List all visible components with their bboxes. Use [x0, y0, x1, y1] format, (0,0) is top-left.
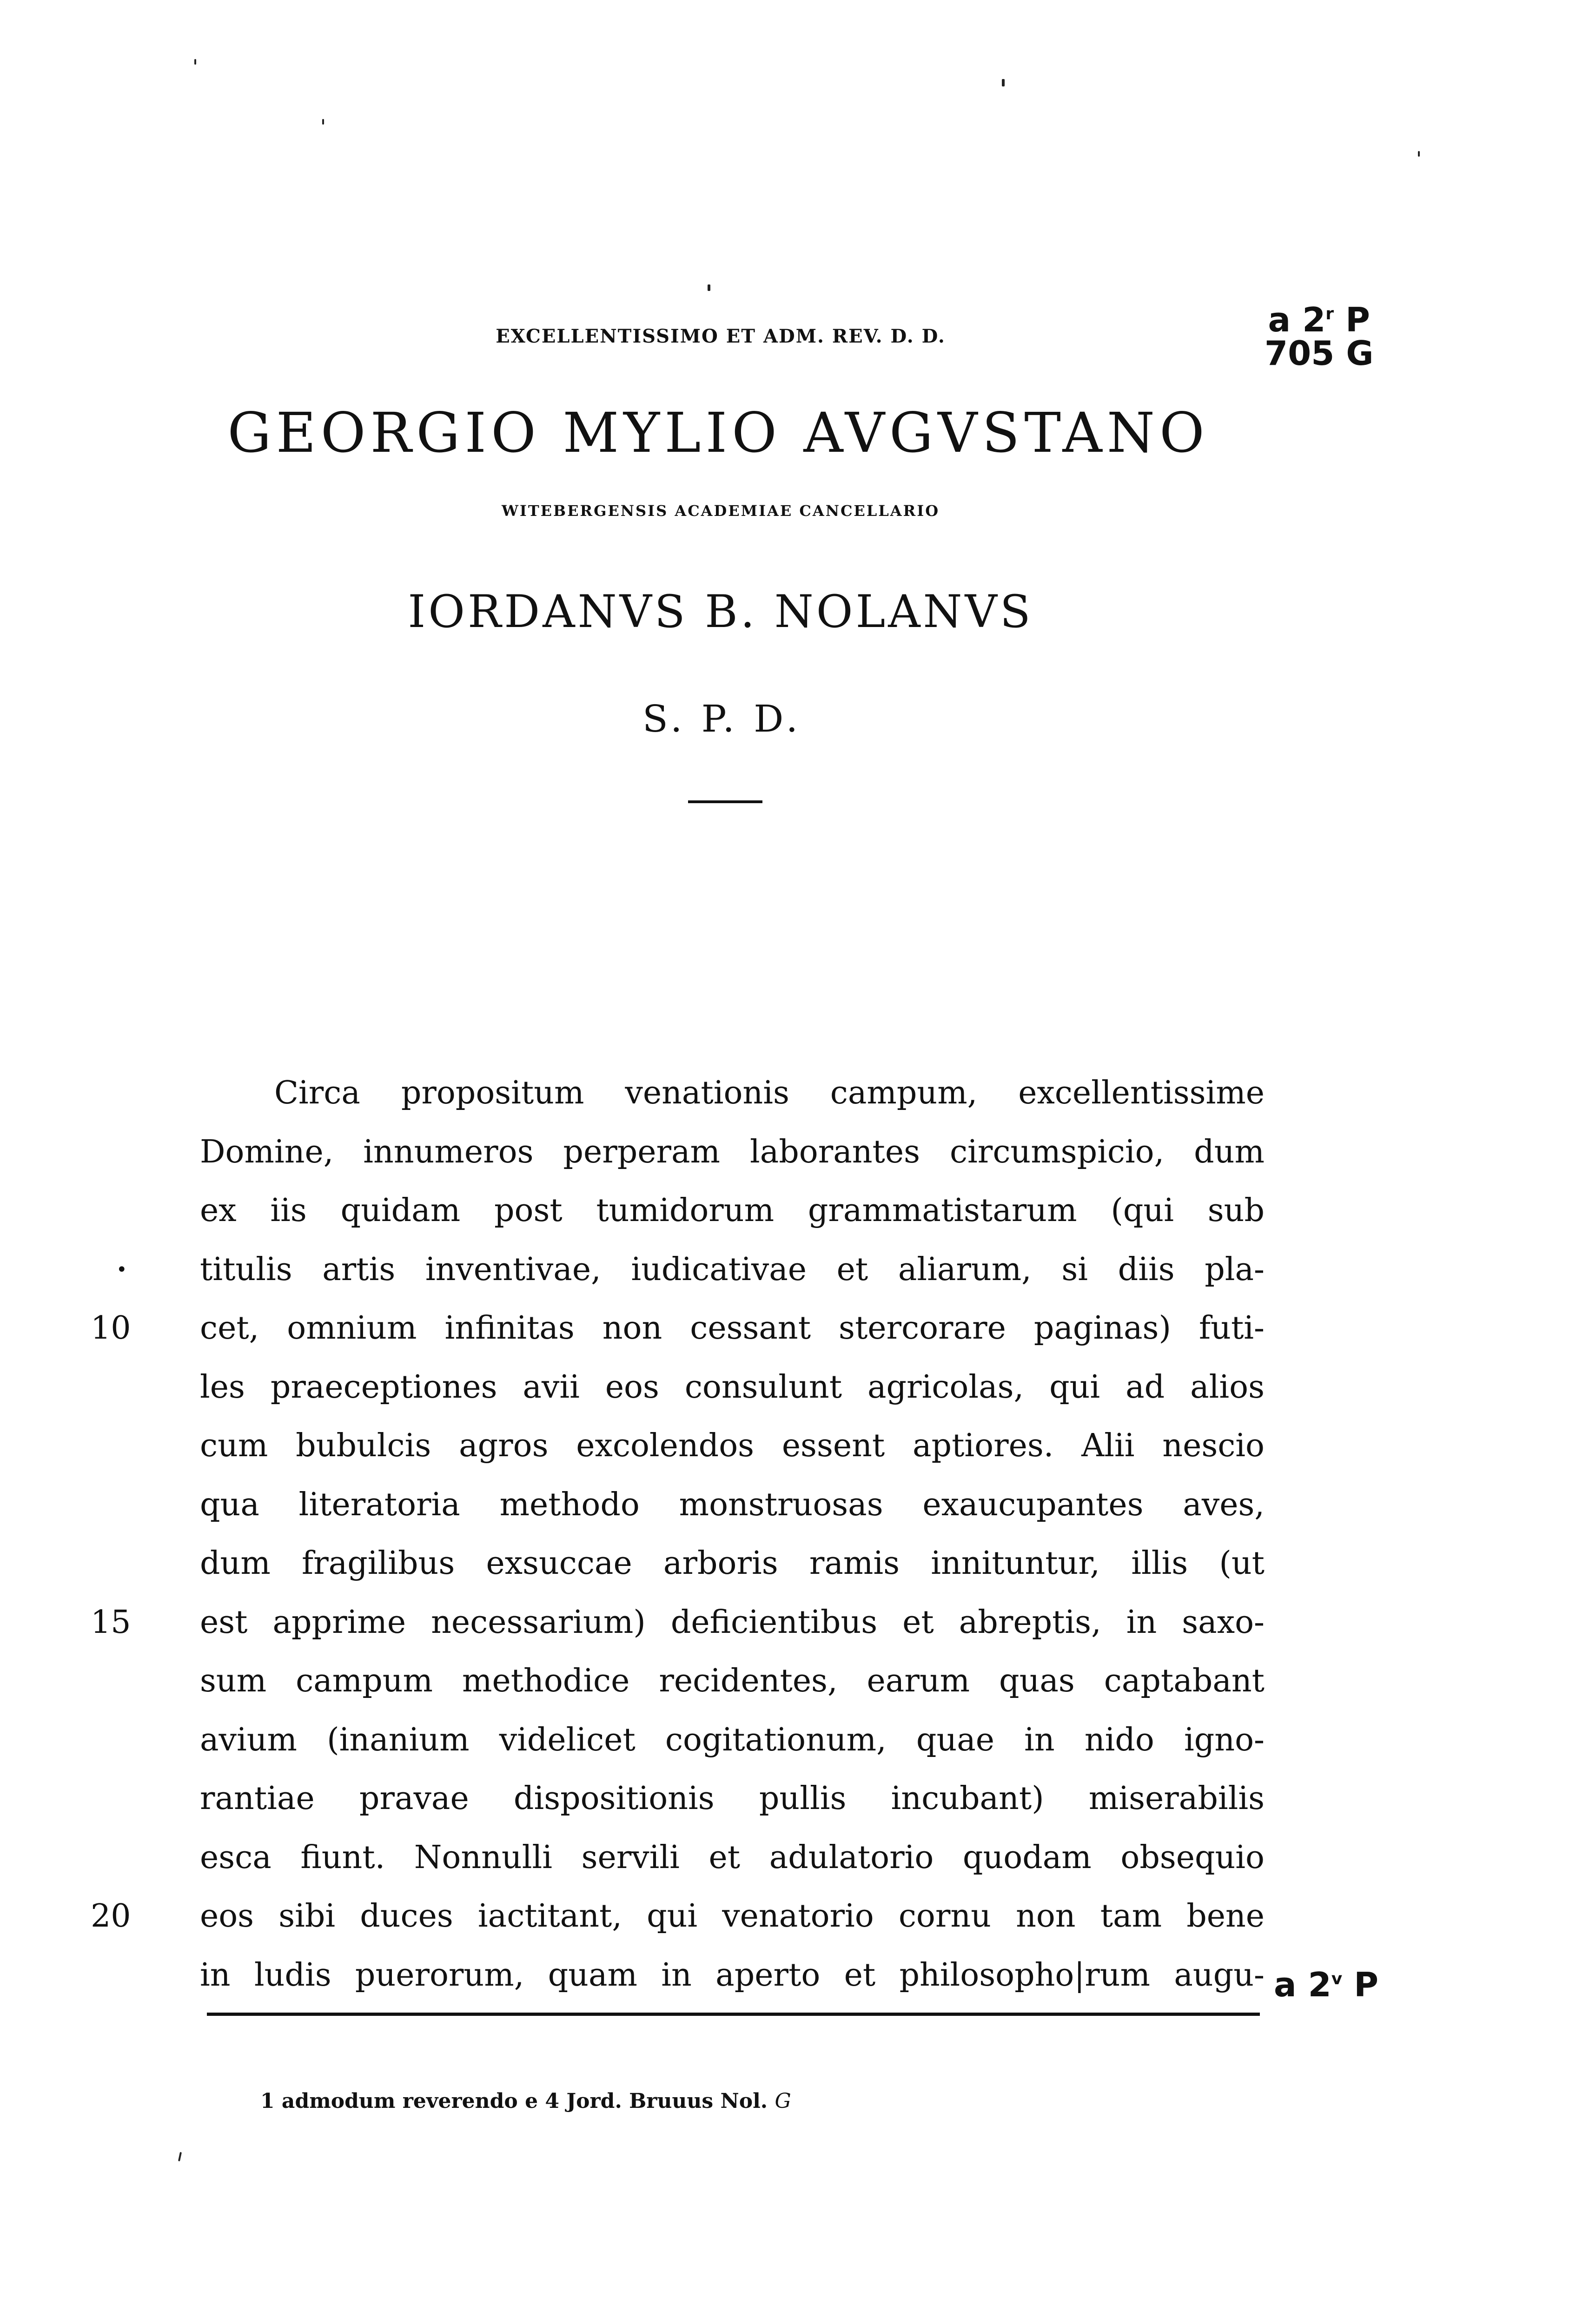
signature-marker: a 2$^r$ P [1268, 300, 1370, 339]
text-line [200, 1486, 1265, 1526]
text-line-content: in ludis puerorum, quam in aperto et philosopho|rum augu- [200, 1956, 1265, 1994]
line-number: • [116, 1259, 127, 1281]
line-number: 20 [91, 1898, 131, 1934]
addressee-name: GEORGIO MYLIO AVGVSTANO [227, 401, 1209, 465]
text-line [200, 1192, 1265, 1232]
line-number: 10 [91, 1310, 131, 1347]
text-line [200, 1310, 1265, 1350]
heading-divider [688, 800, 762, 803]
text-line-content: eos sibi duces iactitant, qui venatorio cornu non tam bene [200, 1898, 1265, 1934]
text-line [200, 1780, 1265, 1820]
footnote-text: 1 admodum reverendo e 4 Jord. Bruuus Nol. [260, 2089, 768, 2113]
margin-marker-bottom: a 2$^v$ P [1274, 1965, 1379, 2004]
text-line [200, 1133, 1265, 1174]
footnote [260, 2089, 791, 2113]
text-line [200, 1427, 1265, 1467]
page-marker: 705 G [1265, 334, 1374, 373]
text-line-content: avium (inanium videlicet cogitationum, quae in nido igno- [200, 1721, 1265, 1758]
scan-speck [178, 2152, 182, 2161]
text-line-content: est apprime necessarium) deficientibus et abreptis, in saxo- [200, 1604, 1265, 1641]
addressee-title: WITEBERGENSIS ACADEMIAE CANCELLARIO [501, 502, 940, 520]
text-line [200, 1898, 1265, 1938]
text-line-content: esca fiunt. Nonnulli servili et adulatorio quodam obsequio [200, 1839, 1265, 1876]
footnote-divider [207, 2013, 1260, 2016]
text-line [200, 1545, 1265, 1585]
scan-speck [194, 59, 196, 65]
text-line-content: titulis artis inventivae, iudicativae et aliarum, si diis pla- [200, 1251, 1265, 1288]
margin-marker-top [1265, 297, 1374, 373]
text-line-content: les praeceptiones avii eos consulunt agricolas, qui ad alios [200, 1368, 1265, 1406]
scan-speck [708, 284, 710, 291]
text-line-content: cum bubulcis agros excolendos essent aptiores. Alii nescio [200, 1427, 1265, 1464]
text-line [200, 1251, 1265, 1291]
text-line [200, 1368, 1265, 1409]
text-line [200, 1839, 1265, 1879]
text-line-content: rantiae pravae dispositionis pullis incubant) miserabilis [200, 1780, 1265, 1817]
scan-speck [1418, 151, 1420, 157]
line-number: 15 [91, 1604, 131, 1641]
text-line-content: Circa propositum venationis campum, excellentissime [274, 1075, 1265, 1111]
text-line-content: sum campum methodice recidentes, earum quas captabant [200, 1663, 1265, 1699]
text-line [200, 1077, 1265, 1115]
author-name: IORDANVS B. NOLANVS [408, 586, 1033, 638]
text-line [200, 1721, 1265, 1762]
text-line-content: cet, omnium infinitas non cessant stercorare paginas) futi- [200, 1310, 1265, 1347]
text-line-content: dum fragilibus exsuccae arboris ramis innituntur, illis (ut [200, 1545, 1265, 1582]
text-line-content: ex iis quidam post tumidorum grammatistarum (qui sub [200, 1192, 1265, 1229]
footnote-siglum: G [775, 2089, 791, 2113]
text-line-content: Domine, innumeros perperam laborantes circumspicio, dum [200, 1133, 1265, 1170]
salutation: S. P. D. [642, 697, 802, 740]
scan-speck [1002, 79, 1005, 86]
text-line-content: qua literatoria methodo monstruosas exaucupantes aves, [200, 1486, 1265, 1523]
scan-speck [322, 119, 324, 125]
text-line [200, 1956, 1265, 1997]
text-line [200, 1604, 1265, 1644]
text-line [200, 1665, 1265, 1703]
dedication-line: EXCELLENTISSIMO ET ADM. REV. D. D. [496, 325, 946, 347]
